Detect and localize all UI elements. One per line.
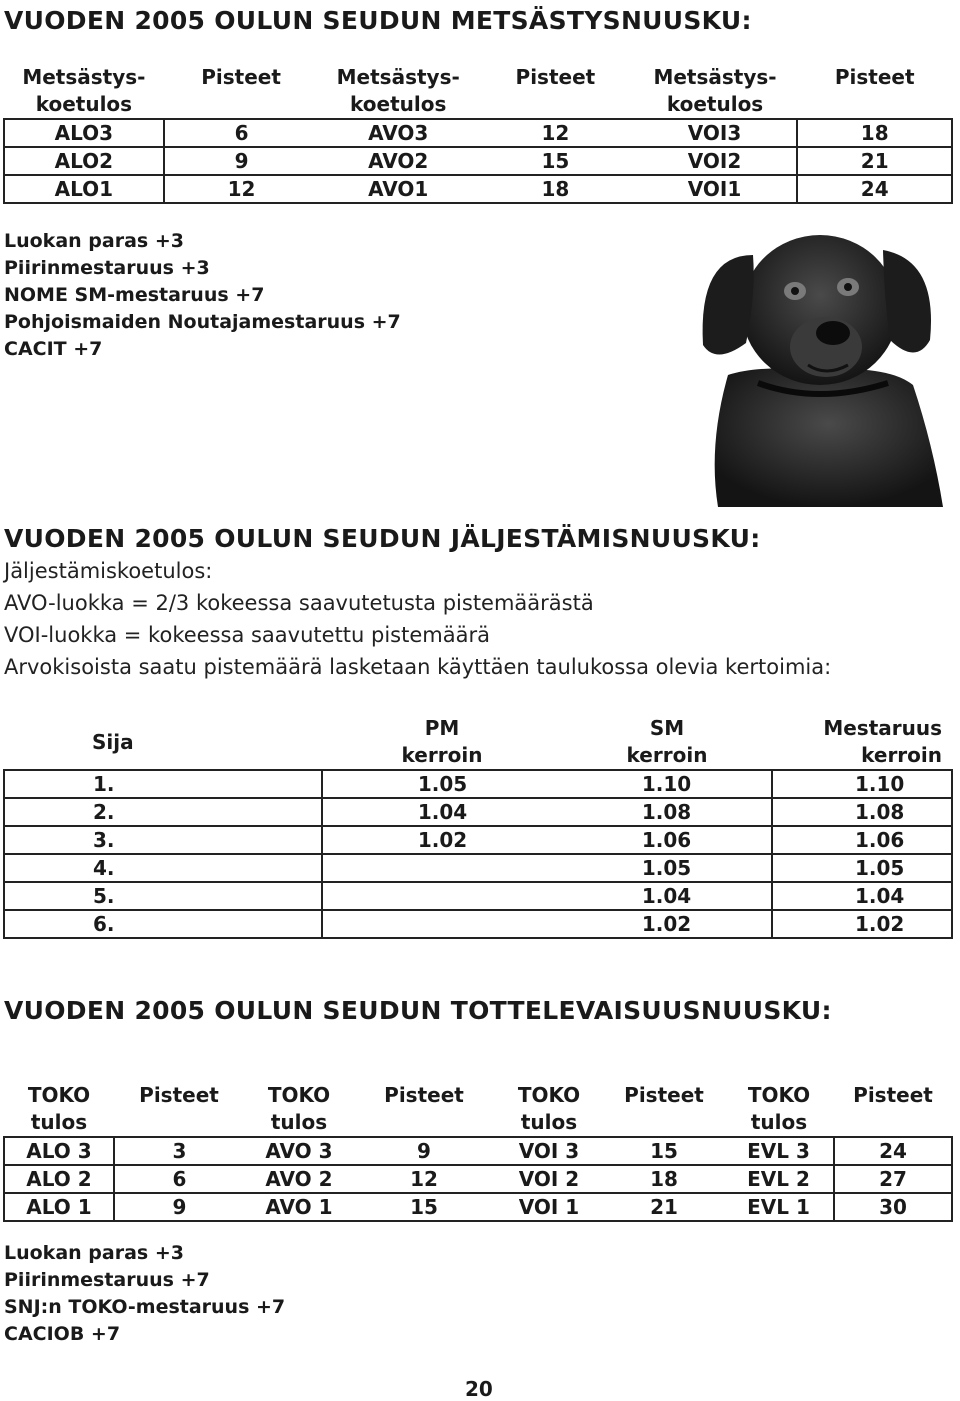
- table-header: TOKO tulos: [517, 1083, 581, 1134]
- table-header: SM kerroin: [626, 716, 708, 767]
- puppy-photo: [698, 215, 943, 507]
- table-row: ALO1 12 AVO1 18 VOI1 24: [4, 175, 952, 203]
- table-row: 3. 1.02 1.06 1.06: [4, 826, 952, 854]
- list-item: Luokan paras +3: [4, 230, 184, 252]
- table-header: TOKO tulos: [27, 1083, 91, 1134]
- coefficient-table: [3, 715, 953, 939]
- table-header: Sija: [92, 729, 134, 754]
- list-item: SNJ:n TOKO-mestaruus +7: [4, 1296, 286, 1318]
- table-header: Mestaruus kerroin: [823, 716, 942, 767]
- table-header: PM kerroin: [401, 716, 483, 767]
- list-item: Piirinmestaruus +3: [4, 257, 210, 279]
- table-header: Pisteet: [853, 1083, 933, 1107]
- table-header: Pisteet: [834, 65, 915, 89]
- description-line: Arvokisoista saatu pistemäärä lasketaan käyttäen taulukossa olevia kertoimia:: [4, 655, 832, 679]
- description-line: Jäljestämiskoetulos:: [4, 559, 213, 583]
- table-header: Pisteet: [201, 65, 281, 89]
- table-row: ALO3 6 AVO3 12 VOI3 18: [4, 119, 952, 147]
- section2-title: VUODEN 2005 OULUN SEUDUN JÄLJESTÄMISNUUSKU:: [4, 524, 761, 553]
- table-row: 2. 1.04 1.08 1.08: [4, 798, 952, 826]
- section3-title: VUODEN 2005 OULUN SEUDUN TOTTELEVAISUUSNUUSKU:: [4, 996, 832, 1025]
- page-number: 20: [465, 1377, 493, 1401]
- table-row: 5. 1.04 1.04: [4, 882, 952, 910]
- list-item: NOME SM-mestaruus +7: [4, 284, 265, 306]
- obedience-bonus-list: [4, 1240, 285, 1348]
- table-header: Pisteet: [384, 1083, 464, 1107]
- table-header: Pisteet: [624, 1083, 704, 1107]
- list-item: Pohjoismaiden Noutajamestaruus +7: [4, 311, 401, 333]
- table-row: ALO 1 9 AVO 1 15 VOI 1 21 EVL 1 30: [4, 1193, 952, 1221]
- table-header: Metsästys- koetulos: [653, 65, 777, 116]
- table-header: TOKO tulos: [747, 1083, 811, 1134]
- list-item: Luokan paras +3: [4, 1242, 184, 1264]
- tracking-description: [4, 555, 831, 683]
- table-header: TOKO tulos: [267, 1083, 331, 1134]
- table-row: 1. 1.05 1.10 1.10: [4, 770, 952, 798]
- list-item: CACIOB +7: [4, 1323, 121, 1345]
- list-item: CACIT +7: [4, 338, 103, 360]
- section1-title: VUODEN 2005 OULUN SEUDUN METSÄSTYSNUUSKU:: [4, 6, 752, 35]
- table-header: Pisteet: [139, 1083, 219, 1107]
- table-header: Pisteet: [515, 65, 596, 89]
- table-header: Metsästys- koetulos: [336, 65, 460, 116]
- obedience-points-table: [3, 1082, 953, 1222]
- description-line: VOI-luokka = kokeessa saavutettu pistemäärä: [4, 623, 490, 647]
- list-item: Piirinmestaruus +7: [4, 1269, 210, 1291]
- table-row: 4. 1.05 1.05: [4, 854, 952, 882]
- table-row: ALO 2 6 AVO 2 12 VOI 2 18 EVL 2 27: [4, 1165, 952, 1193]
- hunting-points-table: [3, 64, 953, 204]
- table-row: ALO2 9 AVO2 15 VOI2 21: [4, 147, 952, 175]
- description-line: AVO-luokka = 2/3 kokeessa saavutetusta pistemäärästä: [4, 591, 594, 615]
- hunting-bonus-list: [4, 228, 401, 363]
- table-row: 6. 1.02 1.02: [4, 910, 952, 938]
- table-row: ALO 3 3 AVO 3 9 VOI 3 15 EVL 3 24: [4, 1137, 952, 1165]
- table-header: Metsästys- koetulos: [22, 65, 146, 116]
